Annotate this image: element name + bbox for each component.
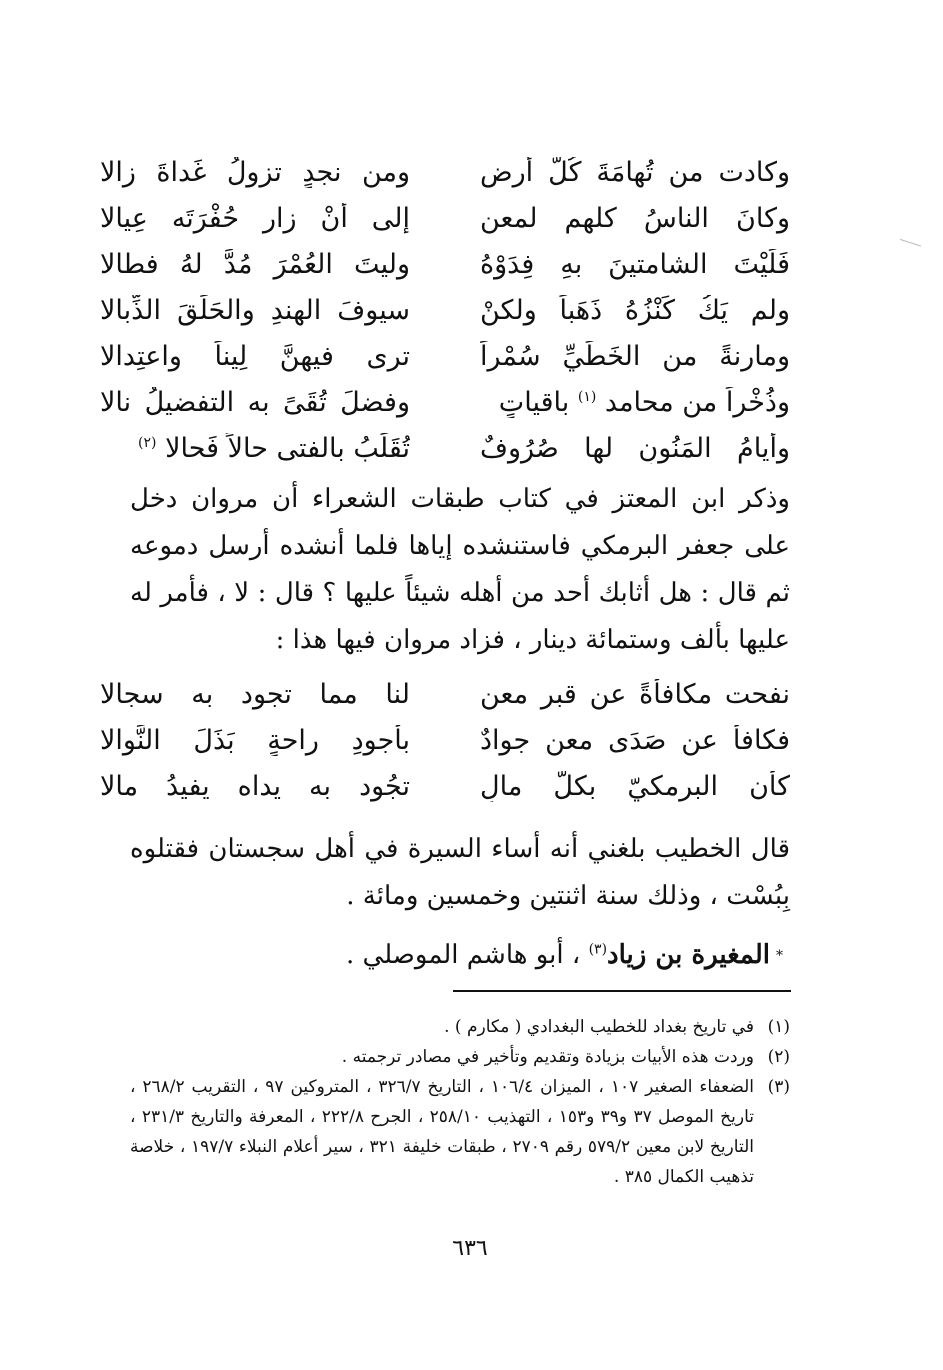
verse-left-hemistich: وفضلَ تُقَىً به التفضيلُ نالا	[100, 386, 410, 418]
poem-block-1	[100, 150, 790, 470]
margin-mark	[897, 239, 921, 256]
verse-right-hemistich: فَلَيْتَ الشامتينَ بهِ فِدَوْهُ	[480, 248, 790, 280]
verse-7	[100, 426, 790, 470]
verse-left-hemistich	[100, 433, 410, 464]
verse-right-hemistich: ومارنةً من الخَطِّيِّ سُمْراً	[480, 340, 790, 372]
footnote-marker: (٢)	[138, 434, 157, 451]
poem-block-2	[100, 672, 790, 812]
verse-left-hemistich: إلى أنْ زار حُفْرَتَه عِيالا	[100, 202, 410, 234]
verse-right-hemistich: ولم يَكُ كَنْزُهُ ذَهَباً ولكنْ	[480, 294, 790, 326]
footnotes	[130, 1012, 790, 1192]
verse-right-hemistich: نفحت مكافأةً عن قبرِ معنٍ	[480, 678, 790, 710]
entry-star-marker: *	[776, 948, 783, 964]
verse-right-hemistich: وكادت من تُهامَةَ كُلُّ أرضٍ	[480, 156, 790, 188]
verse-right-hemistich: فكافأ عن صَدَى معنٍ جوادٌ	[480, 724, 790, 756]
footnote-text: في تاريخ بغداد للخطيب البغدادي ( مكارم ) .	[444, 1017, 754, 1037]
footnote-number: (٢)	[767, 1047, 790, 1067]
verse-3	[100, 242, 790, 286]
footnote-text: الضعفاء الصغير ١٠٧ ، الميزان ١٠٦/٤ ، التاريخ ٣٢٦/٧ ، المتروكين ٩٧ ، التقريب ٢٦٨/٢ ، تاريخ الموصل ٣٧ و٣٩ و١٥٣ ، التهذيب ٢٥٨/١٠ ، الجرح ٢٢٢/٨ ، المعرفة والتاريخ ٢٣١/٣ ، التاريخ لابن معين ٥٧٩/٢ رقم ٢٧٠٩ ، طبقات خليفة ٣٢١ ، سير أعلام النبلاء ١٩٧/٧ ، خلاصة تذهيب الكمال ٣٨٥ .	[130, 1077, 755, 1187]
verse-left-hemistich: وليتَ العُمْرَ مُدَّ لهُ فطالا	[100, 248, 410, 280]
biography-entry-heading	[346, 940, 783, 970]
footnote-item	[130, 1072, 790, 1192]
paragraph-text: قال الخطيب بلغني أنه أساء السيرة في أهل سجستان فقتلوه بِبُسْت ، وذلك سنة اثنتين وخمسين ومائة .	[130, 834, 790, 911]
footnote-number: (٣)	[767, 1077, 790, 1097]
prose-paragraph-1	[130, 476, 790, 664]
footnote-item	[130, 1012, 790, 1042]
verse-5	[100, 334, 790, 378]
paragraph-text: وذكر ابن المعتز في كتاب طبقات الشعراء أن مروان دخل على جعفر البرمكي فاستنشده إياها فلما أنشده أرسل دموعه ثم قال : هل أثابك أحد من أهله شيئاً عليها ؟ قال : لا ، فأمر له عليها بألف وستمائة دينار ، فزاد مروان فيها هذا :	[130, 484, 790, 655]
verse-left-hemistich: ومن نجدٍ تزولُ غَداةَ زالا	[100, 156, 410, 188]
verse-text: وذُخْراً من محامد	[604, 386, 790, 418]
footnote-marker: (٣)	[588, 941, 608, 958]
verse-left-hemistich: سيوفَ الهندِ والحَلَقَ الذِّبالا	[100, 294, 410, 326]
footnote-item	[130, 1042, 790, 1072]
entry-kunya: ، أبو هاشم الموصلي .	[346, 940, 581, 970]
verse-2	[100, 718, 790, 762]
verse-right-hemistich: كأن البرمكيّ بكلّ مالٍ	[480, 770, 790, 802]
verse-right-hemistich: وأيامُ المَنُونِ لها صُرُوفٌ	[480, 432, 790, 464]
verse-1	[100, 672, 790, 716]
verse-right-hemistich	[480, 387, 790, 418]
verse-4	[100, 288, 790, 332]
prose-paragraph-2	[130, 826, 790, 920]
verse-3	[100, 764, 790, 808]
verse-1	[100, 150, 790, 194]
verse-6	[100, 380, 790, 424]
verse-right-hemistich: وكانَ الناسُ كلهم لمعنٍ	[480, 202, 790, 234]
footnote-marker: (١)	[577, 388, 597, 405]
verse-left-hemistich: لنا مما تجود به سجالا	[100, 678, 410, 710]
verse-text: باقياتٍ	[498, 386, 570, 418]
footnote-text: وردت هذه الأبيات بزيادة وتقديم وتأخير في مصادر ترجمته .	[341, 1047, 754, 1067]
verse-left-hemistich: ترى فيهنَّ لِيناً واعتِدالا	[100, 340, 410, 372]
verse-left-hemistich: تجُود به يداه يفيدُ مالا	[100, 770, 410, 802]
verse-left-hemistich: بأجودِ راحةٍ بَذَلَ النَّوالا	[100, 724, 410, 756]
footnote-separator	[453, 990, 791, 992]
verse-text: تُقَلِّبُ بالفتى حالاً فَحالا	[165, 432, 410, 464]
page-number: ٦٣٦	[452, 1236, 488, 1261]
entry-name: المغيرة بن زياد	[607, 940, 770, 970]
footnote-number: (١)	[767, 1017, 790, 1037]
verse-2	[100, 196, 790, 240]
